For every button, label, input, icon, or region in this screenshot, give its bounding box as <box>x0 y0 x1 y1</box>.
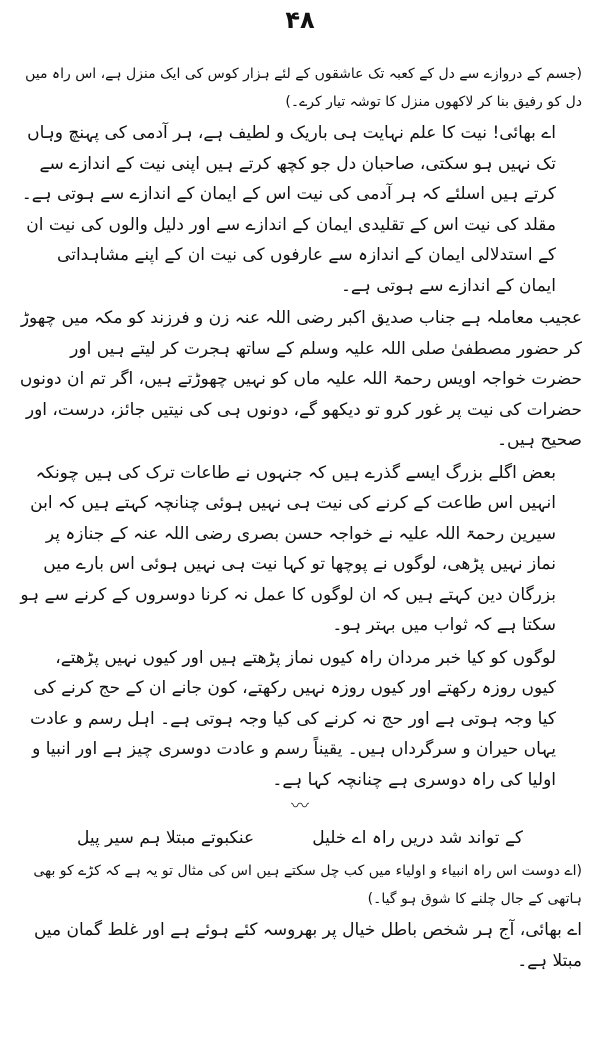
verse-translation: (اے دوست اس راہ انبیاء و اولیاء میں کب چل سکتے ہیں اس کی مثال تو یہ ہے کہ کڑے کو بھی ہاتھی کے جال چلنے کا شوق ہو گیا۔) <box>33 863 582 907</box>
paragraph-buzurg: بعض اگلے بزرگ ایسے گذرے ہیں کہ جنہوں نے طاعات ترک کی ہیں چونکہ انہیں اس طاعت کے کرنے کی نیت ہی نہیں ہوئی چنانچہ کہتے ہیں کہ ابن سیرین رحمۃ اللہ علیہ نے خواجہ حسن بصری رضی اللہ عنہ کے جنازہ پر نماز نہیں پڑھی، لوگوں نے پوچھا تو کہا نیت ہی نہیں ہوئی اس بارے میں بزرگان دین کہتے ہیں کہ ان لوگوں کا عمل نہ کرنا دوسروں کے کرنے سے ہو سکتا ہے کہ ثواب میں بہتر ہو۔ <box>20 462 556 635</box>
verse-right-hemistich: کے تواند شد دریں راہ اے خلیل <box>312 828 523 848</box>
paragraph-mardan-e-rah: لوگوں کو کیا خبر مردان راہ کیوں نماز پڑھتے ہیں اور کیوں نہیں پڑھتے، کیوں روزہ رکھتے اور کیوں روزہ نہیں رکھتے، کون جانے ان کے حج کرنے کی کیا وجہ ہوتی ہے اور حج نہ کرنے کی کیا وجہ ہوتی ہے۔ اہل رسم و عادت یہاں حیران و سرگرداں ہیں۔ یقیناً رسم و عادت دوسری چیز ہے اور انبیا و اولیا کی راہ دوسری ہے چنانچہ کہا ہے۔ <box>30 647 556 790</box>
persian-verse <box>48 821 552 855</box>
page-number: ۴۸ <box>285 6 315 34</box>
paragraph-siddiq-akbar: عجیب معاملہ ہے جناب صدیق اکبر رضی اللہ عنہ زن و فرزند کو مکہ میں چھوڑ کر حضور مصطفیٰ صلی اللہ علیہ وسلم کے ساتھ ہجرت کر لیتے ہیں اور حضرت خواجہ اویس رحمۃ اللہ علیہ ماں کو نہیں چھوڑتے ہیں، اگر تم ان دونوں حضرات کی نیت پر غور کرو تو دیکھو گے، دونوں ہی کی نیتیں جائز، درست، اور صحیح ہیں۔ <box>19 308 582 450</box>
paragraph-intro-note: (جسم کے دروازے سے دل کے کعبہ تک عاشقوں کے لئے ہزار کوس کی ایک منزل ہے، اس راہ میں دل کو رفیق بنا کر لاکھوں منزل کا توشہ تیار کرے۔) <box>25 66 582 110</box>
paragraph-final: اے بھائی، آج ہر شخص باطل خیال پر بھروسہ کئے ہوئے ہے اور غلط گمان میں مبتلا ہے۔ <box>33 920 582 971</box>
flourish-ornament: 〰 <box>291 796 309 817</box>
verse-left-hemistich: عنکبوتے مبتلا ہم سیر پیل <box>77 828 255 848</box>
page-body <box>18 60 582 978</box>
paragraph-niyyat: اے بھائی! نیت کا علم نہایت ہی باریک و لطیف ہے، ہر آدمی کی پہنچ وہاں تک نہیں ہو سکتی، صاحبان دل جو کچھ کرتے ہیں اپنی نیت کے اندازے سے کرتے ہیں اسلئے کہ ہر آدمی کی نیت اس کے ایمان کے اندازے سے ہوتی ہے۔ مقلد کی نیت اس کے تقلیدی ایمان کے اندازے سے اور دلیل والوں کی نیت ان کے استدلالی ایمان کے اندازہ سے عارفوں کی نیت ان کے اپنے مشاہداتی ایمان کے اندازے سے ہوتی ہے۔ <box>21 123 556 296</box>
